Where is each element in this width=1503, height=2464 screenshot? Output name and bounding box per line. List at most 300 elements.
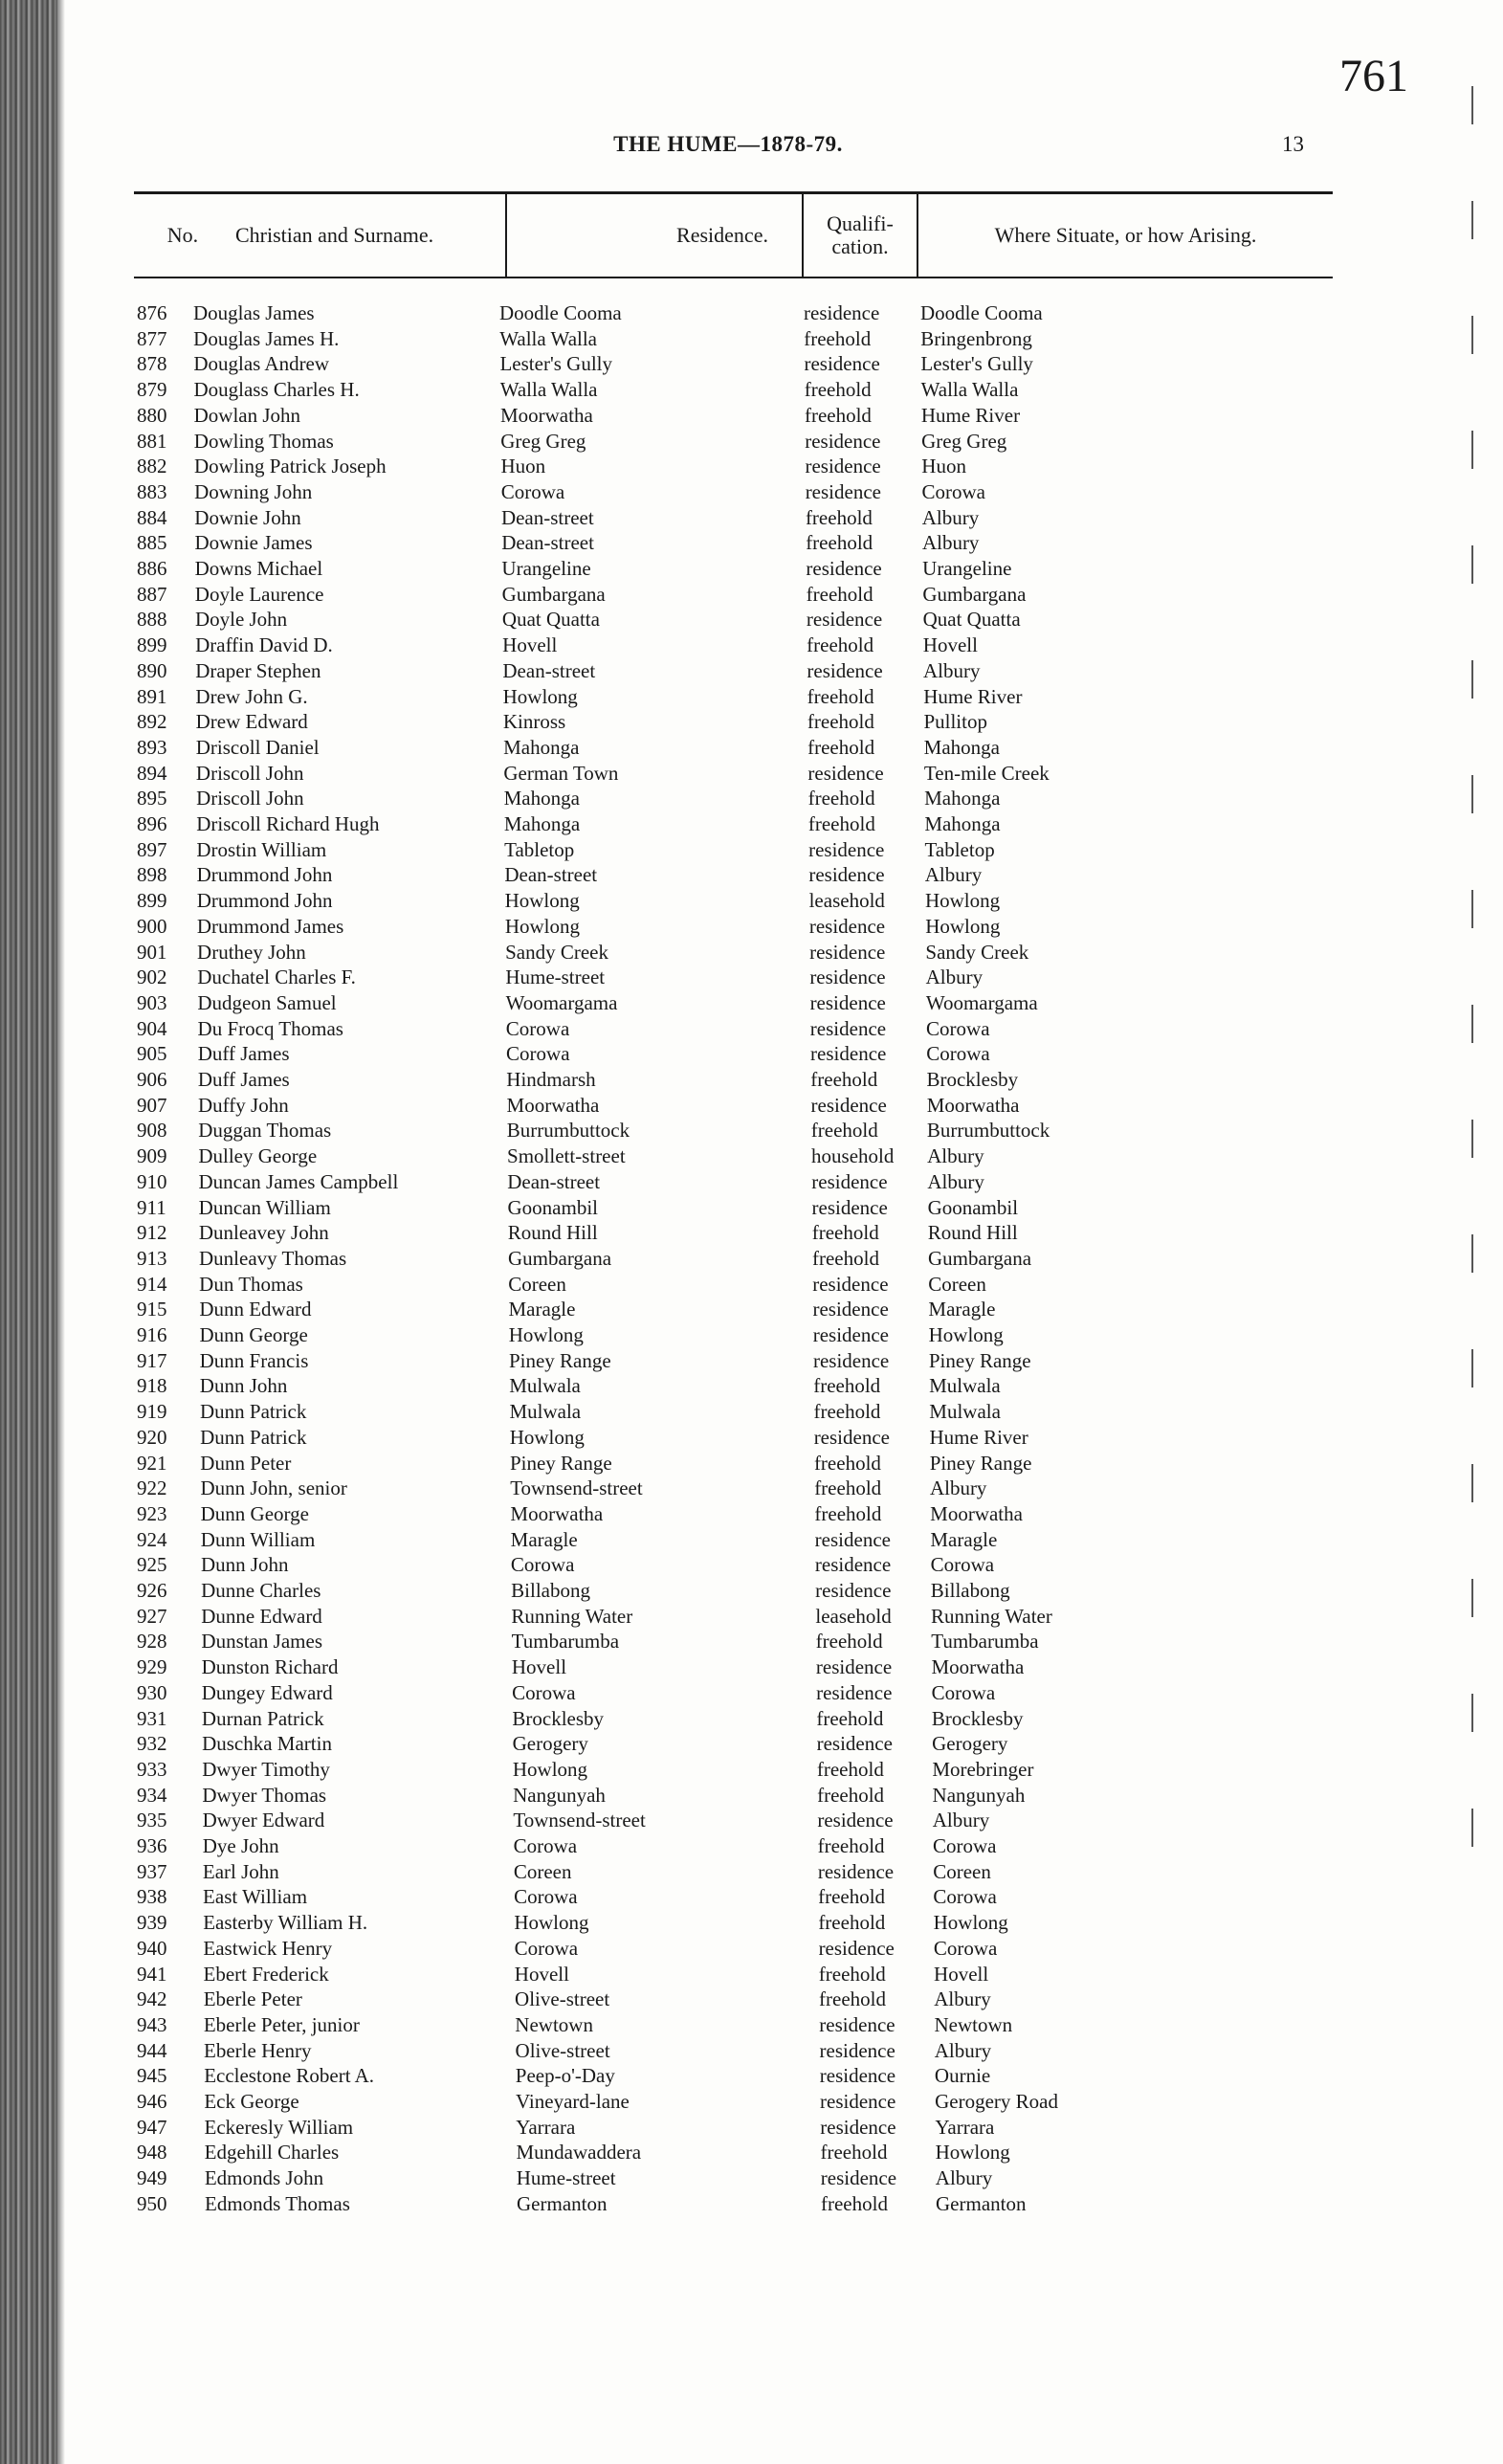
table-row (0, 1936, 1503, 1961)
entry-qualification: freehold (814, 1476, 882, 1500)
entry-name: Dunn George (200, 1501, 309, 1525)
entry-name: Dunston Richard (201, 1655, 339, 1679)
table-row (0, 1987, 1503, 2011)
table-row (0, 786, 1503, 810)
entry-number: 901 (137, 940, 167, 964)
table-row (0, 1067, 1503, 1092)
entry-qualification: residence (809, 940, 886, 964)
entry-residence: Goonambil (507, 1195, 598, 1219)
entry-residence: Howlong (514, 1911, 589, 1935)
entry-qualification: freehold (805, 505, 873, 529)
entry-number: 949 (137, 2166, 167, 2190)
entry-residence: Moorwatha (506, 1093, 600, 1117)
entry-qualification: freehold (818, 1962, 886, 1986)
entry-residence: Round Hill (507, 1221, 598, 1245)
entry-residence: Olive-street (515, 1987, 610, 2011)
entry-name: Dwyer Edward (202, 1809, 325, 1832)
entry-qualification: residence (814, 1527, 891, 1551)
entry-where: Howlong (933, 1911, 1008, 1935)
table-row (0, 582, 1503, 607)
entry-where: Corowa (921, 479, 985, 503)
entry-residence: Gumbargana (508, 1246, 612, 1270)
entry-residence: Moorwatha (499, 403, 593, 427)
entry-number: 882 (137, 455, 167, 478)
entry-number: 948 (137, 2141, 167, 2164)
table-row (0, 1246, 1503, 1271)
entry-qualification: residence (815, 1655, 893, 1679)
entry-where: Gumbargana (922, 582, 1027, 606)
entry-qualification: residence (805, 479, 881, 503)
table-row (0, 1731, 1503, 1756)
entry-name: Drummond James (196, 914, 344, 938)
entry-number: 898 (137, 863, 167, 887)
table-row (0, 2165, 1503, 2190)
entry-qualification: residence (817, 1809, 894, 1832)
entry-residence: Hovell (514, 1962, 569, 1986)
entry-residence: Howlong (509, 1425, 585, 1449)
entry-number: 947 (137, 2115, 167, 2139)
entry-residence: Kinross (502, 710, 566, 734)
table-row (0, 1348, 1503, 1373)
table-row (0, 1962, 1503, 1987)
table-row (0, 811, 1503, 836)
entry-name: Ecclestone Robert A. (204, 2064, 375, 2088)
entry-qualification: residence (808, 914, 886, 938)
entry-where: Brocklesby (926, 1068, 1019, 1091)
table-row (0, 1654, 1503, 1679)
entry-residence: Newtown (515, 2012, 593, 2036)
entry-name: Drummond John (196, 863, 333, 887)
entry-residence: Corowa (500, 479, 565, 503)
entry-name: Driscoll John (195, 761, 304, 785)
table-row (0, 684, 1503, 709)
entry-number: 942 (137, 1987, 167, 2011)
entry-qualification: residence (812, 1272, 889, 1296)
entry-number: 879 (137, 378, 167, 402)
entry-where: Corowa (930, 1553, 995, 1577)
entry-where: Albury (921, 531, 980, 555)
entry-where: Mahonga (924, 812, 1001, 835)
entry-residence: Moorwatha (510, 1501, 604, 1525)
entry-residence: Quat Quatta (501, 608, 600, 632)
entry-name: Downing John (194, 479, 313, 503)
entry-number: 899 (137, 889, 167, 913)
entry-residence: Corowa (510, 1553, 575, 1577)
entry-where: Corowa (932, 1834, 997, 1857)
entry-number: 924 (137, 1527, 167, 1551)
entry-qualification: freehold (804, 378, 872, 402)
entry-residence: Germanton (517, 2191, 608, 2215)
table-row (0, 1143, 1503, 1168)
entry-name: Dunleavy Thomas (199, 1246, 347, 1270)
entry-number: 920 (137, 1425, 167, 1449)
entry-name: Eberle Peter (203, 1987, 302, 2011)
entry-qualification: residence (804, 352, 880, 376)
entry-qualification: residence (819, 2064, 896, 2088)
entry-where: Maragle (930, 1527, 998, 1551)
table-row (0, 1910, 1503, 1935)
entry-name: Drostin William (196, 837, 327, 861)
table-row (0, 2191, 1503, 2216)
table-row (0, 658, 1503, 683)
entry-residence: Hindmarsh (506, 1068, 596, 1091)
entry-where: Pullitop (923, 710, 987, 734)
entry-name: Dwyer Timothy (202, 1757, 330, 1781)
entry-number: 909 (137, 1144, 167, 1168)
entry-name: Duff James (197, 1068, 290, 1091)
entry-qualification: freehold (811, 1221, 879, 1245)
entry-qualification: freehold (819, 1987, 887, 2011)
entry-qualification: residence (805, 455, 881, 478)
entry-number: 884 (137, 505, 167, 529)
table-row (0, 556, 1503, 581)
entry-where: Albury (935, 2166, 993, 2190)
entry-qualification: freehold (820, 2141, 888, 2164)
entry-where: Albury (934, 2038, 992, 2062)
entry-where: Mahonga (923, 735, 1000, 759)
table-row (0, 761, 1503, 786)
entry-residence: Dean-street (500, 505, 594, 529)
entry-qualification: residence (812, 1298, 889, 1321)
entry-name: Edmonds Thomas (205, 2191, 350, 2215)
entry-where: Albury (923, 658, 981, 682)
table-row (0, 1527, 1503, 1552)
entry-number: 907 (137, 1093, 167, 1117)
entry-residence: Doodle Cooma (499, 301, 622, 324)
entry-where: Albury (927, 1169, 984, 1193)
table-row (0, 377, 1503, 402)
entry-name: Downie James (194, 531, 313, 555)
entry-where: Yarrara (935, 2115, 995, 2139)
entry-where: Hovell (934, 1962, 989, 1986)
entry-residence: Vineyard-lane (516, 2090, 630, 2113)
table-row (0, 1604, 1503, 1629)
entry-number: 904 (137, 1016, 167, 1040)
entry-qualification: residence (812, 1323, 890, 1346)
entry-number: 916 (137, 1323, 167, 1346)
table-row (0, 2012, 1503, 2037)
entry-number: 897 (137, 837, 167, 861)
entry-where: Coreen (933, 1859, 991, 1883)
entry-qualification: residence (809, 1016, 887, 1040)
table-row (0, 1272, 1503, 1297)
entry-residence: Hovell (502, 633, 558, 657)
entry-where: Hovell (922, 633, 978, 657)
entry-where: Mulwala (929, 1400, 1001, 1424)
entry-residence: Billabong (511, 1579, 590, 1602)
entry-name: Dunn John, senior (200, 1476, 347, 1500)
entry-name: Dunn Patrick (199, 1400, 307, 1424)
entry-qualification: freehold (818, 1885, 886, 1909)
entry-residence: Howlong (504, 889, 580, 913)
entry-name: Eastwick Henry (203, 1936, 333, 1960)
entry-name: Edmonds John (204, 2166, 324, 2190)
table-row (0, 1884, 1503, 1909)
entry-qualification: freehold (815, 1630, 883, 1654)
entry-number: 937 (137, 1859, 167, 1883)
table-row (0, 607, 1503, 632)
entry-qualification: residence (817, 1859, 895, 1883)
entry-qualification: freehold (814, 1501, 882, 1525)
entry-residence: Piney Range (509, 1451, 612, 1475)
table-row (0, 1195, 1503, 1220)
entry-residence: Corowa (506, 1042, 570, 1066)
entry-where: Ournie (934, 2064, 991, 2088)
sheet-number: 13 (1282, 132, 1304, 156)
entry-residence: Corowa (505, 1016, 570, 1040)
table-row (0, 735, 1503, 760)
entry-name: Douglas James H. (193, 326, 340, 350)
entry-name: Duff James (197, 1042, 290, 1066)
table-row (0, 403, 1503, 428)
entry-residence: Howlong (512, 1757, 588, 1781)
entry-number: 910 (137, 1169, 167, 1193)
entry-number: 930 (137, 1680, 167, 1704)
entry-name: Douglas James (193, 301, 315, 324)
entry-where: Tumbarumba (931, 1630, 1039, 1654)
entry-where: Albury (932, 1809, 990, 1832)
entry-name: Ebert Frederick (203, 1962, 329, 1986)
entry-name: Driscoll John (196, 787, 304, 810)
entry-number: 893 (137, 735, 167, 759)
table-row (0, 2038, 1503, 2063)
entry-qualification: residence (811, 1169, 888, 1193)
entry-residence: Coreen (508, 1272, 566, 1296)
entry-where: Albury (924, 863, 983, 887)
entry-name: Drew John G. (195, 684, 308, 708)
entry-qualification: freehold (810, 1068, 878, 1091)
entry-where: Howlong (924, 889, 1001, 913)
table-row (0, 1451, 1503, 1476)
entry-where: Bringenbrong (920, 326, 1032, 350)
entry-qualification: household (811, 1144, 895, 1168)
table-row (0, 888, 1503, 913)
entry-qualification: residence (814, 1553, 892, 1577)
entry-qualification: residence (820, 2090, 896, 2113)
entry-name: Doyle John (194, 608, 288, 632)
table-row (0, 351, 1503, 376)
entry-number: 890 (137, 658, 167, 682)
entry-number: 891 (137, 684, 167, 708)
entry-residence: Walla Walla (499, 378, 598, 402)
entry-qualification: residence (809, 966, 886, 989)
entry-residence: Urangeline (501, 557, 591, 580)
entry-qualification: residence (807, 761, 884, 785)
entry-residence: Dean-street (504, 863, 598, 887)
entry-qualification: freehold (818, 1911, 886, 1935)
entry-qualification: residence (804, 301, 880, 324)
entry-number: 914 (137, 1272, 167, 1296)
entry-name: Dungey Edward (201, 1680, 333, 1704)
table-row (0, 914, 1503, 939)
entry-qualification: freehold (806, 531, 873, 555)
entry-name: Duchatel Charles F. (197, 966, 356, 989)
entry-number: 938 (137, 1885, 167, 1909)
entry-qualification: freehold (804, 326, 872, 350)
entry-residence: Woomargama (505, 990, 618, 1014)
entry-number: 883 (137, 479, 167, 503)
entry-name: Duggan Thomas (198, 1119, 332, 1143)
entry-where: Lester's Gully (920, 352, 1033, 376)
entry-number: 929 (137, 1655, 167, 1679)
page-number: 761 (1339, 51, 1408, 101)
entry-qualification: residence (810, 1042, 887, 1066)
entry-number: 906 (137, 1068, 167, 1091)
entry-residence: Corowa (514, 1885, 578, 1909)
entry-qualification: freehold (813, 1451, 881, 1475)
entry-where: Albury (921, 505, 980, 529)
entry-name: Dudgeon Samuel (197, 990, 337, 1014)
entry-residence: Corowa (513, 1834, 578, 1857)
entry-name: Edgehill Charles (204, 2141, 340, 2164)
entry-where: Morebringer (932, 1757, 1034, 1781)
entry-qualification: residence (819, 2012, 895, 2036)
table-row (0, 326, 1503, 351)
entry-residence: Howlong (508, 1323, 584, 1346)
entry-where: Huon (921, 455, 966, 478)
entry-where: Albury (927, 1144, 984, 1168)
entry-qualification: residence (808, 837, 885, 861)
entry-residence: Hovell (511, 1655, 567, 1679)
entry-name: Drummond John (196, 889, 333, 913)
entry-where: Brocklesby (931, 1706, 1024, 1730)
entry-name: Dye John (202, 1834, 279, 1857)
entry-where: Albury (925, 966, 984, 989)
entry-number: 927 (137, 1604, 167, 1628)
entry-residence: Townsend-street (510, 1476, 643, 1500)
entry-qualification: residence (810, 1093, 887, 1117)
entry-qualification: freehold (812, 1246, 879, 1270)
entry-name: Douglas Andrew (193, 352, 330, 376)
entry-qualification: freehold (807, 812, 875, 835)
table-row (0, 2140, 1503, 2164)
entry-name: Dunleavey John (198, 1221, 329, 1245)
entry-name: Doyle Laurence (194, 582, 324, 606)
entry-residence: Townsend-street (513, 1809, 646, 1832)
entry-number: 896 (137, 812, 167, 835)
entry-qualification: residence (806, 608, 883, 632)
table-row (0, 2063, 1503, 2088)
entry-name: Dunn George (199, 1323, 308, 1346)
entry-name: Dunstan James (201, 1630, 322, 1654)
table-row (0, 1297, 1503, 1321)
entry-qualification: freehold (807, 735, 875, 759)
table-row (0, 837, 1503, 862)
entry-where: Howlong (935, 2141, 1010, 2164)
entry-number: 918 (137, 1374, 167, 1398)
entry-name: Dunn William (200, 1527, 316, 1551)
entry-residence: Olive-street (515, 2038, 610, 2062)
entry-name: Eckeresly William (204, 2115, 354, 2139)
entry-where: Piney Range (929, 1451, 1032, 1475)
entry-residence: Dean-street (507, 1169, 601, 1193)
entry-qualification: freehold (804, 403, 872, 427)
entry-name: Du Frocq Thomas (197, 1016, 343, 1040)
entry-name: Eck George (204, 2090, 299, 2113)
entry-qualification: freehold (807, 710, 874, 734)
entry-name: Duncan James Campbell (198, 1169, 399, 1193)
entry-name: Duschka Martin (202, 1732, 332, 1756)
entry-qualification: leasehold (808, 889, 885, 913)
entry-name: Dunn Patrick (200, 1425, 307, 1449)
table-row (0, 300, 1503, 325)
entry-qualification: residence (820, 2166, 897, 2190)
entry-number: 932 (137, 1732, 167, 1756)
entry-residence: Mahonga (503, 787, 580, 810)
entry-qualification: residence (808, 863, 885, 887)
entry-name: Dunne Charles (201, 1579, 321, 1602)
entry-residence: Dean-street (502, 658, 596, 682)
entry-residence: Peep-o'-Day (515, 2064, 615, 2088)
entry-qualification: freehold (807, 633, 874, 657)
table-row (0, 862, 1503, 887)
entry-name: Druthey John (197, 940, 306, 964)
table-row (0, 454, 1503, 478)
entry-qualification: residence (816, 1680, 893, 1704)
entry-residence: Mahonga (503, 812, 581, 835)
entry-residence: Nangunyah (513, 1783, 606, 1807)
entry-residence: Howlong (504, 914, 580, 938)
entry-number: 877 (137, 326, 167, 350)
entry-number: 934 (137, 1783, 167, 1807)
entry-number: 939 (137, 1911, 167, 1935)
entry-residence: Mundawaddera (516, 2141, 642, 2164)
entry-number: 935 (137, 1809, 167, 1832)
entry-where: Gumbargana (928, 1246, 1032, 1270)
entry-residence: Coreen (513, 1859, 572, 1883)
entry-name: Dowlan John (193, 403, 301, 427)
entry-number: 892 (137, 710, 167, 734)
entry-number: 885 (137, 531, 167, 555)
entry-where: Moorwatha (926, 1093, 1020, 1117)
entry-residence: Dean-street (501, 531, 594, 555)
entry-name: Eberle Henry (204, 2038, 312, 2062)
running-title: THE HUME—1878-79. (613, 132, 843, 156)
entry-number: 936 (137, 1834, 167, 1857)
entry-where: Mahonga (924, 787, 1001, 810)
entry-number: 950 (137, 2191, 167, 2215)
entry-where: Corowa (931, 1680, 996, 1704)
entry-qualification: residence (819, 2038, 895, 2062)
entry-number: 878 (137, 352, 167, 376)
entry-number: 894 (137, 761, 167, 785)
table-row (0, 1118, 1503, 1143)
entry-name: Easterby William H. (203, 1911, 368, 1935)
entry-number: 900 (137, 914, 167, 938)
entry-where: Woomargama (925, 990, 1038, 1014)
table-row (0, 1578, 1503, 1603)
table-row (0, 633, 1503, 657)
entry-name: Duffy John (198, 1093, 289, 1117)
entry-name: Eberle Peter, junior (203, 2012, 360, 2036)
header-qualification: Qualifi- cation. (827, 211, 894, 258)
entry-number: 921 (137, 1451, 167, 1475)
table-row (0, 1220, 1503, 1245)
table-row (0, 1399, 1503, 1424)
entry-where: Round Hill (927, 1221, 1018, 1245)
entry-name: Earl John (202, 1859, 279, 1883)
table-row (0, 1322, 1503, 1347)
entry-residence: Walla Walla (499, 326, 598, 350)
entry-qualification: freehold (813, 1374, 881, 1398)
entry-residence: Running Water (511, 1604, 633, 1628)
entry-number: 881 (137, 429, 167, 453)
entry-qualification: freehold (807, 684, 874, 708)
entry-qualification: residence (816, 1732, 893, 1756)
table-row (0, 1093, 1503, 1118)
entry-where: Moorwatha (931, 1655, 1025, 1679)
entry-name: Douglass Charles H. (193, 378, 360, 402)
